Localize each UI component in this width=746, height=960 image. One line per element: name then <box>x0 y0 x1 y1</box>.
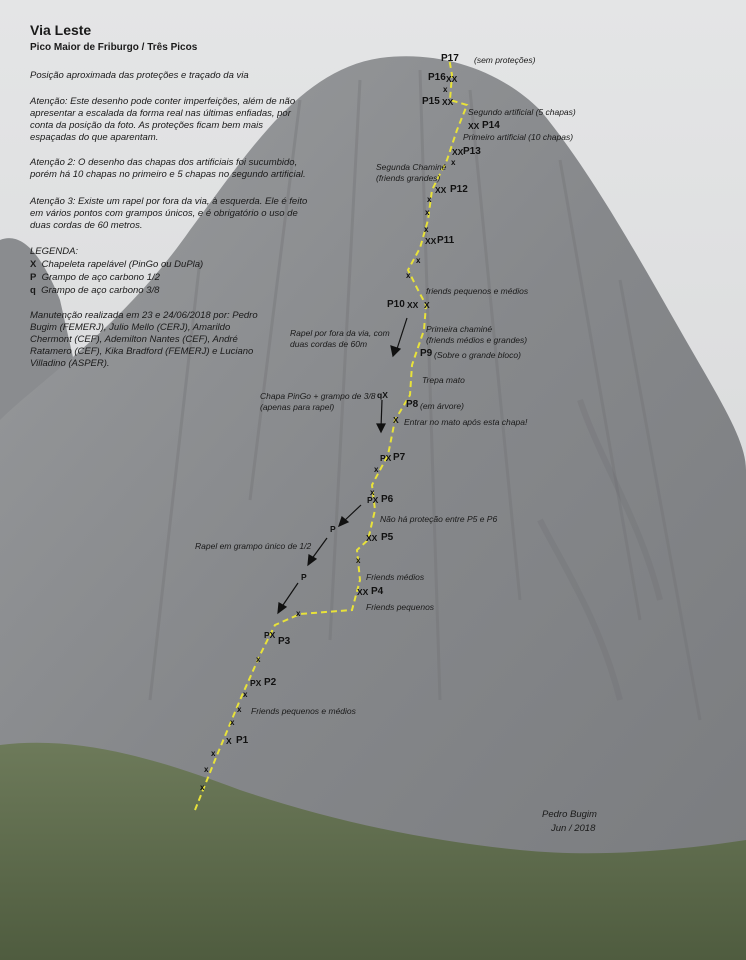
note-3: Atenção 3: Existe um rapel por fora da via, à esquerda. Ele é feito em vários pontos com grampos únicos, e é obrigatório o uso de duas cordas de 60 metros. <box>30 196 308 231</box>
intro-text: Posição aproximada das proteções e traçado da via <box>30 70 249 81</box>
pitch-label-p3: P3 <box>278 636 291 647</box>
annotation-sem-protecao: Não há proteção entre P5 e P6 <box>380 514 498 524</box>
bolt-p13: XX <box>452 147 464 157</box>
bolt-p6: PX <box>367 495 379 505</box>
pitch-label-p6: P6 <box>381 494 394 505</box>
bolt-p10: XX <box>407 300 419 310</box>
pitch-label-p4: P4 <box>371 586 384 597</box>
svg-text:x: x <box>443 85 448 94</box>
bolt-rapel-1: P <box>330 524 336 534</box>
svg-text:x: x <box>356 556 361 565</box>
annotation-entrar-mato: Entrar no mato após esta chapa! <box>404 417 528 427</box>
svg-text:x: x <box>424 225 429 234</box>
annotation-friends-pm-bottom: Friends pequenos e médios <box>251 706 356 716</box>
annotation-trepa-mato: Trepa mato <box>422 375 465 385</box>
svg-text:x: x <box>425 208 430 217</box>
annotation-rapel-fora-cordas: duas cordas de 60m <box>290 339 368 349</box>
annotation-segundo-artificial: Segundo artificial (5 chapas) <box>468 107 576 117</box>
pitch-label-p1: P1 <box>236 735 249 746</box>
annotation-rapel-grampo: Rapel em grampo único de 1/2 <box>195 541 312 551</box>
pitch-label-p11: P11 <box>437 235 455 246</box>
svg-text:x: x <box>204 765 209 774</box>
pitch-label-p15: P15 <box>422 96 440 107</box>
svg-text:x: x <box>230 718 235 727</box>
bolt-p12: XX <box>435 185 447 195</box>
bolt-p8-rapel: qX <box>377 390 388 400</box>
annotation-primeira-chamine-friends: (friends médios e grandes) <box>426 335 528 345</box>
annotation-p8: (em árvore) <box>420 401 464 411</box>
bolt-p11: XX <box>425 236 437 246</box>
annotation-chapa-pingo-rapel: (apenas para rapel) <box>260 402 335 412</box>
bolt-p1: X <box>226 736 232 746</box>
legend-item-p: P Grampo de aço carbono 1/2 <box>30 272 160 283</box>
author: Pedro Bugim <box>542 809 597 820</box>
svg-text:x: x <box>296 609 301 618</box>
svg-text:x: x <box>416 256 421 265</box>
pitch-label-p9: P9 <box>420 348 433 359</box>
svg-text:x: x <box>256 655 261 664</box>
diagram-title: Via Leste <box>30 22 92 38</box>
bolt-p5: XX <box>366 533 378 543</box>
bolt-p9: X <box>424 300 430 310</box>
annotation-chapa-pingo: Chapa PinGo + grampo de 3/8 <box>260 391 376 401</box>
annotation-primeira-chamine: Primeira chaminé <box>426 324 493 334</box>
bolt-p14: XX <box>468 121 480 131</box>
pitch-label-p2: P2 <box>264 677 277 688</box>
legend-item-q: q Grampo de aço carbono 3/8 <box>30 285 160 296</box>
legend-title: LEGENDA: <box>30 246 79 257</box>
annotation-friends-medios: Friends médios <box>366 572 425 582</box>
svg-text:x: x <box>200 783 205 792</box>
pitch-label-p16: P16 <box>428 72 446 83</box>
annotation-segunda-chamine: Segunda Chaminé <box>376 162 447 172</box>
maintenance-text: Manutenção realizada em 23 e 24/06/2018 por: Pedro Bugim (FEMERJ), Julio Mello (CERJ), Amarildo Chermont (CEF), Ademilton Nantes (CEF), André Ratamero (CEF), Kika Bradford (FEMERJ) e Luciano Villadino (ASPER). <box>30 310 258 369</box>
note-1: Atenção: Este desenho pode conter imperfeições, além de não apresentar a escalada da forma real nas últimas enfiadas, por conta da posição da foto. As proteções ficam bem mais espaçadas do que aparentam. <box>30 96 296 143</box>
svg-text:x: x <box>370 488 375 497</box>
bolt-p4: XX <box>357 587 369 597</box>
svg-text:x: x <box>211 749 216 758</box>
bolt-p8: X <box>393 415 399 425</box>
bolt-p15: XX <box>442 97 454 107</box>
annotation-primeiro-artificial: Primeiro artificial (10 chapas) <box>463 132 574 142</box>
svg-text:x: x <box>237 705 242 714</box>
svg-text:x: x <box>374 465 379 474</box>
svg-text:x: x <box>427 195 432 204</box>
bolt-p16: XX <box>446 74 458 84</box>
svg-text:x: x <box>243 690 248 699</box>
pitch-label-p7: P7 <box>393 452 406 463</box>
bolt-p3: PX <box>264 630 276 640</box>
annotation-friends-pequenos: Friends pequenos <box>366 602 435 612</box>
note-2: Atenção 2: O desenho das chapas dos artificiais foi sucumbido, porém há 10 chapas no primeiro e 5 chapas no segundo artificial. <box>30 157 306 180</box>
annotation-rapel-fora: Rapel por fora da via, com <box>290 328 390 338</box>
annotation-p9: (Sobre o grande bloco) <box>434 350 521 360</box>
annotation-segunda-chamine-friends: (friends grandes) <box>376 173 441 183</box>
pitch-label-p12: P12 <box>450 184 468 195</box>
pitch-label-p8: P8 <box>406 399 419 410</box>
pitch-label-p14: P14 <box>482 120 500 131</box>
pitch-label-p13: P13 <box>463 146 481 157</box>
bolt-p2: PX <box>250 678 262 688</box>
legend-item-x: X Chapeleta rapelável (PinGo ou DuPla) <box>30 259 204 270</box>
pitch-label-p5: P5 <box>381 532 394 543</box>
annotation-p17: (sem proteções) <box>474 55 536 65</box>
svg-text:x: x <box>406 271 411 280</box>
pitch-label-p10: P10 <box>387 299 405 310</box>
pitch-label-p17: P17 <box>441 53 459 64</box>
bolt-p7: PX <box>380 453 392 463</box>
svg-text:x: x <box>451 158 456 167</box>
annotation-friends-pm-top: friends pequenos e médios <box>426 286 529 296</box>
diagram-subtitle: Pico Maior de Friburgo / Três Picos <box>30 42 198 53</box>
bolt-rapel-2: P <box>301 572 307 582</box>
date: Jun / 2018 <box>551 823 596 834</box>
